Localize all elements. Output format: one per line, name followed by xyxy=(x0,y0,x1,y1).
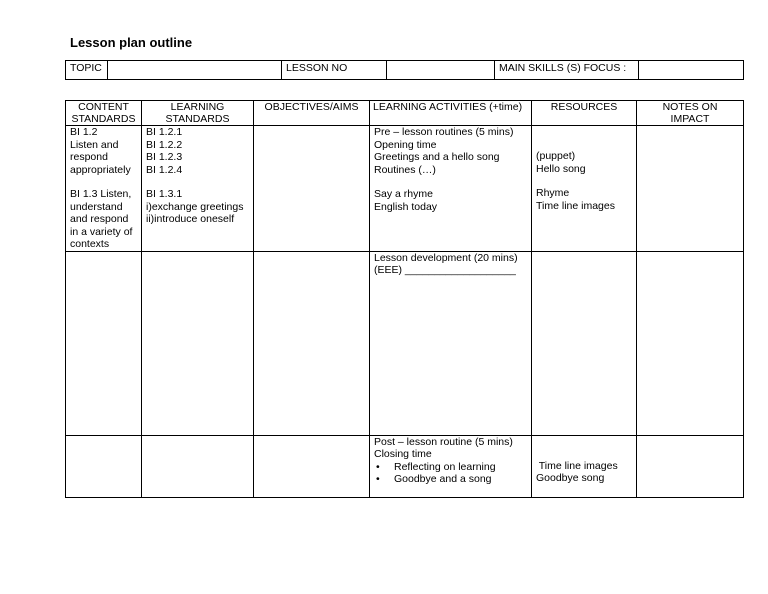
table-row-lesson-development xyxy=(66,251,744,435)
table-row-pre-lesson xyxy=(66,126,744,252)
lesson-no-label: LESSON NO xyxy=(282,61,387,80)
list-item: • Goodbye and a song xyxy=(374,473,527,486)
topic-label: TOPIC xyxy=(66,61,108,80)
content-standards-cell[interactable] xyxy=(66,251,142,435)
notes-cell[interactable] xyxy=(637,126,744,252)
table-row-post-lesson xyxy=(66,435,744,497)
objectives-cell[interactable] xyxy=(254,251,370,435)
learning-standards-cell: BI 1.2.1 BI 1.2.2 BI 1.2.3 BI 1.2.4 BI 1.3.1 i)exchange greetings ii)introduce oneself xyxy=(142,126,254,252)
content-standards-cell[interactable] xyxy=(66,435,142,497)
resources-cell: Time line images Goodbye song xyxy=(532,435,637,497)
activities-cell: Post – lesson routine (5 mins) Closing time • Reflecting on learning • Goodbye and a song xyxy=(370,435,532,497)
learning-standards-cell[interactable] xyxy=(142,251,254,435)
main-skills-field[interactable] xyxy=(639,61,744,80)
topic-field[interactable] xyxy=(108,61,282,80)
lesson-header-table xyxy=(65,60,744,80)
lesson-no-field[interactable] xyxy=(387,61,495,80)
activities-cell: Lesson development (20 mins) (EEE) ___________________ xyxy=(370,251,532,435)
lesson-plan-table xyxy=(65,100,744,498)
resources-cell: (puppet) Hello song Rhyme Time line images xyxy=(532,126,637,252)
main-skills-label: MAIN SKILLS (S) FOCUS : xyxy=(495,61,639,80)
notes-cell[interactable] xyxy=(637,251,744,435)
learning-standards-cell[interactable] xyxy=(142,435,254,497)
objectives-cell[interactable] xyxy=(254,126,370,252)
resources-cell[interactable] xyxy=(532,251,637,435)
page-title: Lesson plan outline xyxy=(70,35,193,50)
notes-cell[interactable] xyxy=(637,435,744,497)
column-header-notes: NOTES ON IMPACT xyxy=(637,101,744,126)
list-item: • Reflecting on learning xyxy=(374,461,527,474)
column-header-learning-standards: LEARNING STANDARDS xyxy=(142,101,254,126)
activities-cell: Pre – lesson routines (5 mins) Opening time Greetings and a hello song Routines (…) Say a rhyme English today xyxy=(370,126,532,252)
column-header-resources: RESOURCES xyxy=(532,101,637,126)
objectives-cell[interactable] xyxy=(254,435,370,497)
column-header-content-standards: CONTENT STANDARDS xyxy=(66,101,142,126)
content-standards-cell: BI 1.2 Listen and respond appropriately BI 1.3 Listen, understand and respond in a variety of contexts xyxy=(66,126,142,252)
column-header-objectives: OBJECTIVES/AIMS xyxy=(254,101,370,126)
column-header-activities: LEARNING ACTIVITIES (+time) xyxy=(370,101,532,126)
